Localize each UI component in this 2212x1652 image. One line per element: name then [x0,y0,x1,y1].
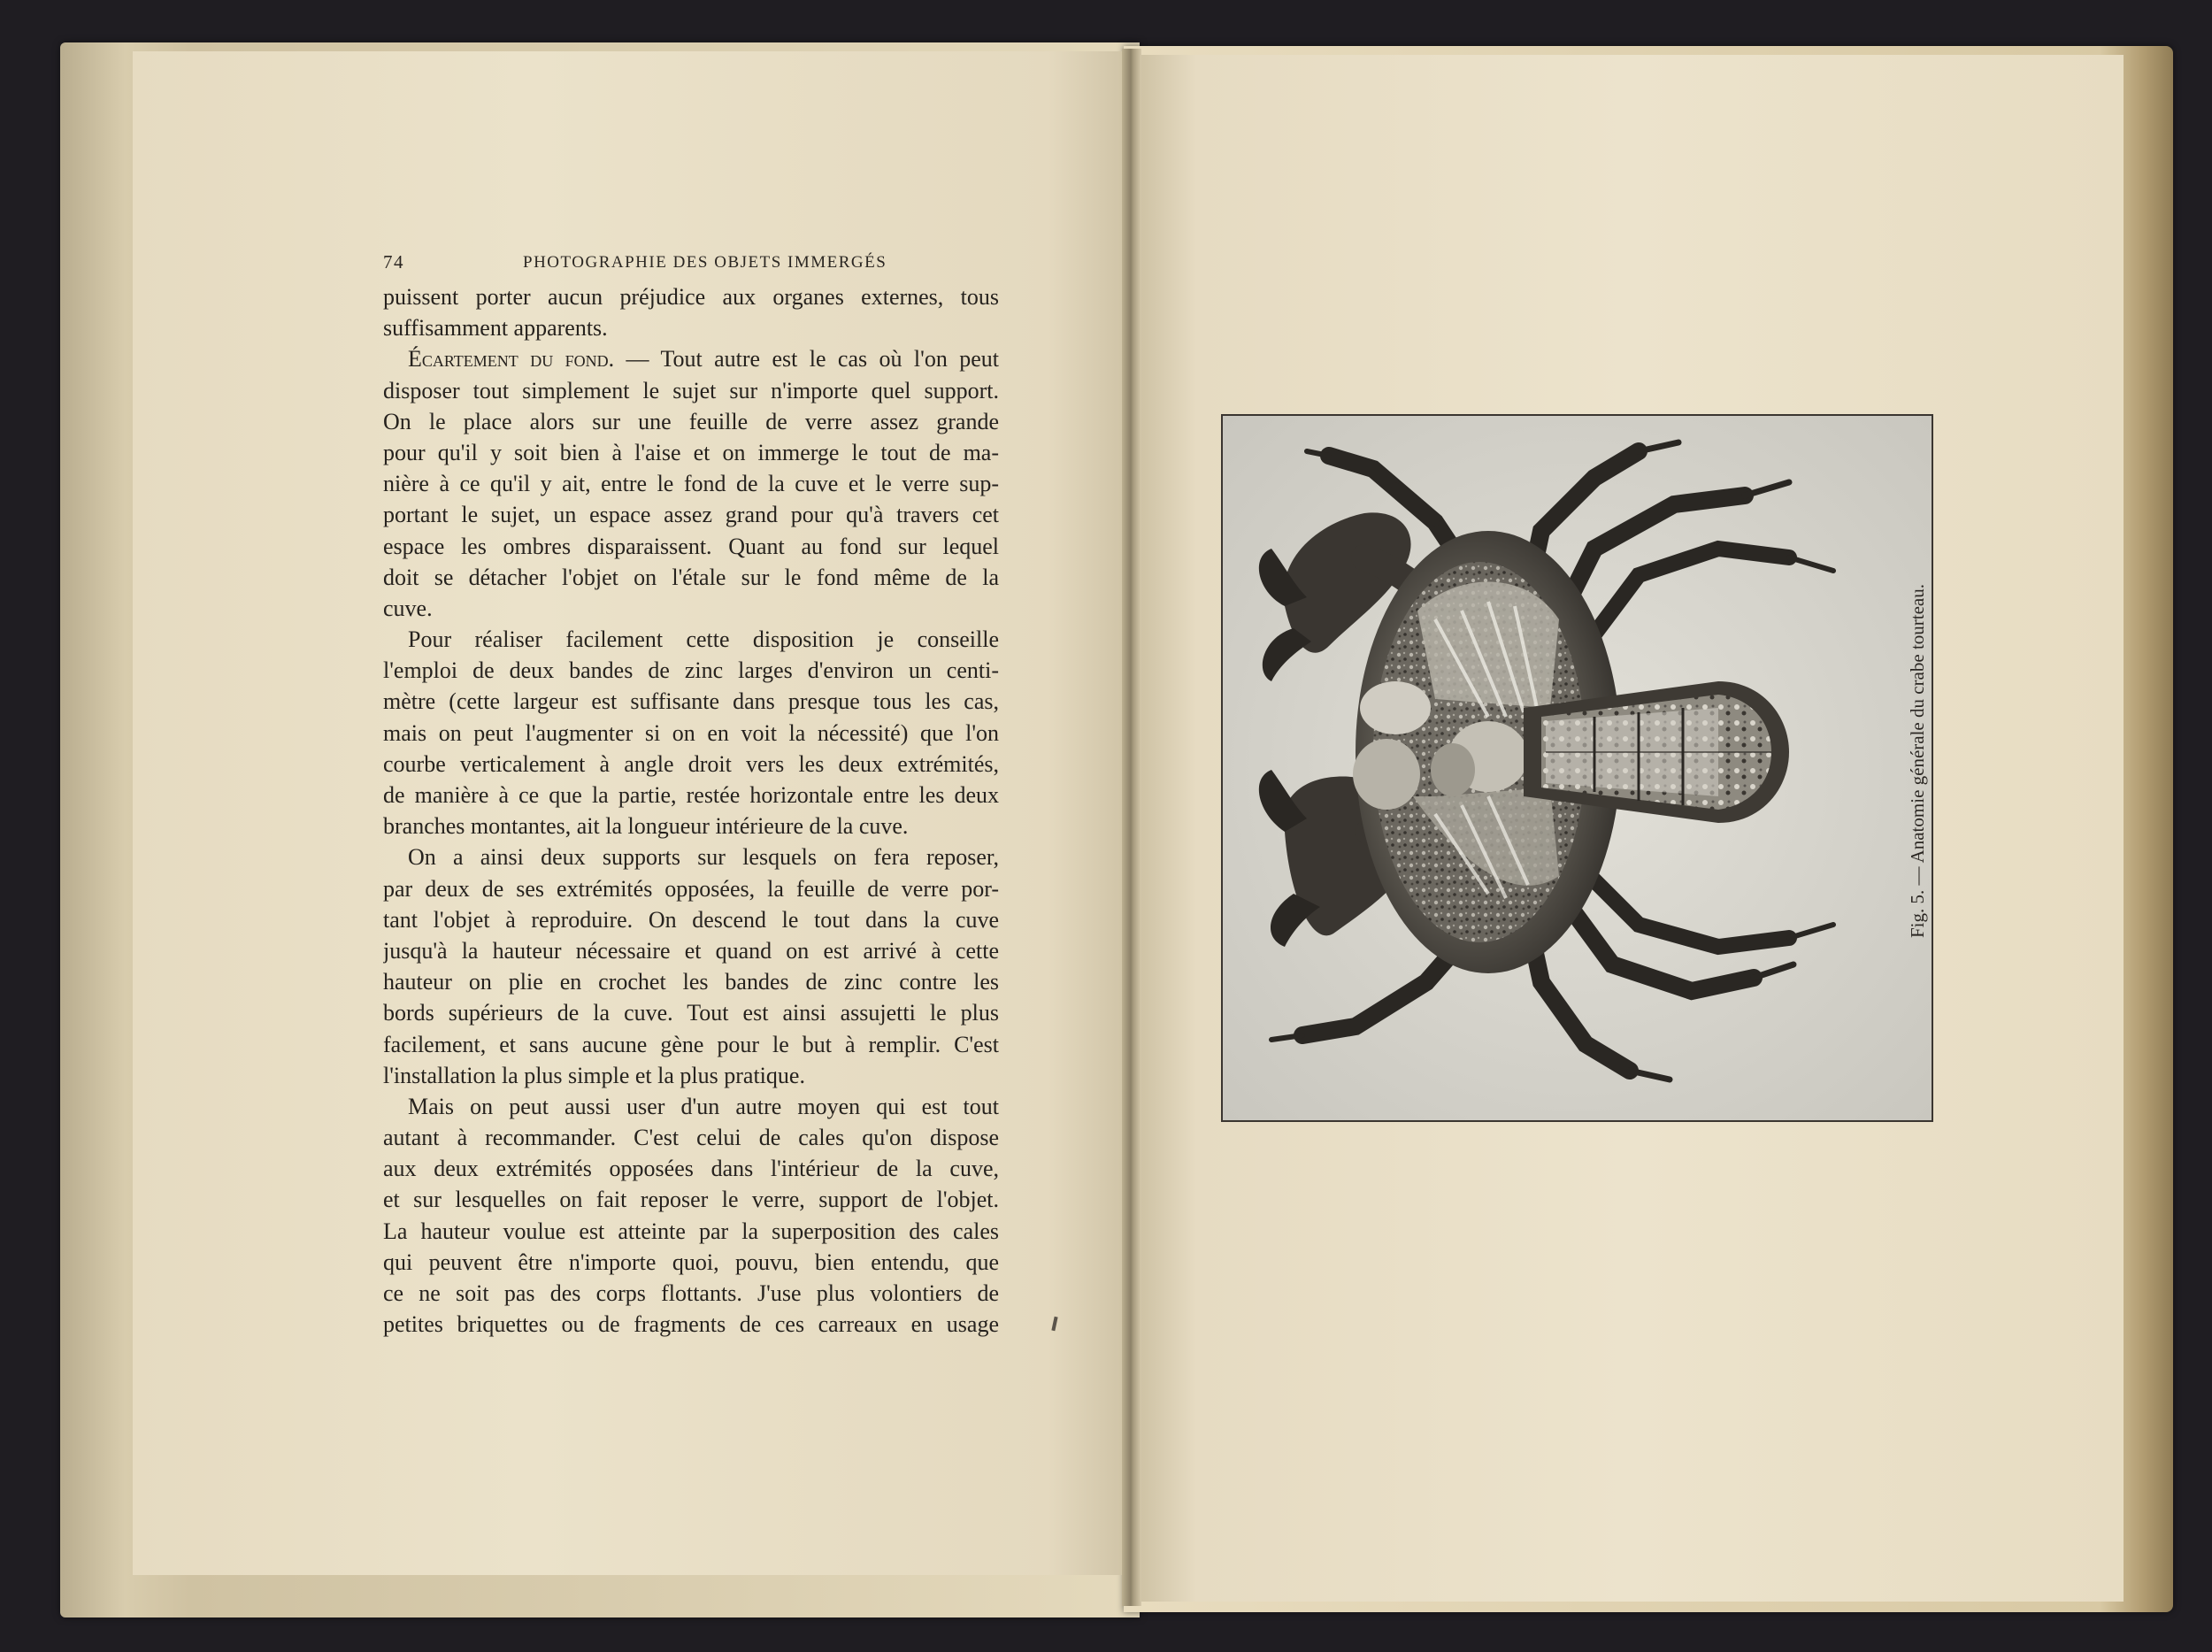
text-line: mètre (cette largeur est suffisante dans presque tous les cas, [383,688,999,715]
text-line: jusqu'à la hauteur nécessaire et quand on est arrivé à cette [383,937,999,964]
text-line: mais on peut l'augmenter si on en voit la nécessité) que l'on [383,719,999,746]
text-line: espace les ombres disparaissent. Quant au fond sur lequel [383,533,999,559]
text-line: On le place alors sur une feuille de verre assez grande [383,408,999,434]
page-number: 74 [383,251,404,273]
figure-caption: Fig. 5. — Anatomie générale du crabe tourteau. [1907,583,1928,939]
text-line: branches montantes, ait la longueur intérieure de la cuve. [383,813,909,840]
running-title: PHOTOGRAPHIE DES OBJETS IMMERGÉS [523,253,887,272]
text-line: On a ainsi deux supports sur lesquels on fera reposer, [408,844,999,871]
text-line: Pour réaliser facilement cette disposition je conseille [408,626,999,653]
text-line: La hauteur voulue est atteinte par la superposition des cales [383,1218,999,1244]
text-line: l'installation la plus simple et la plus pratique. [383,1062,805,1088]
text-line: portant le sujet, un espace assez grand pour qu'à travers cet [383,502,999,528]
text-line: qui peuvent être n'importe quoi, pouvu, bien entendu, que [383,1249,999,1275]
text-line: Mais on peut aussi user d'un autre moyen qui est tout [408,1093,999,1119]
text-line: nière à ce qu'il y ait, entre le fond de la cuve et le verre sup- [383,471,999,497]
text-line: cuve. [383,595,433,621]
figure-caption-container [1902,549,1938,973]
text-line: doit se détacher l'objet on l'étale sur le fond même de la [383,564,999,590]
body-text [383,281,999,1340]
text-line: ce ne soit pas des corps flottants. J'use plus volontiers de [383,1280,999,1306]
text-line: autant à recommander. C'est celui de cales qu'on dispose [383,1125,999,1151]
text-line: disposer tout simplement le sujet sur n'importe quel support. [383,377,999,403]
text-line: tant l'objet à reproduire. On descend le tout dans la cuve [383,906,999,933]
text-line: aux deux extrémités opposées dans l'intérieur de la cuve, [383,1156,999,1182]
text-line: petites briquettes ou de fragments de ces carreaux en usage [383,1311,999,1338]
text-line: hauteur on plie en crochet les bandes de zinc contre les [383,969,999,995]
text-line: puissent porter aucun préjudice aux organes externes, tous [383,284,999,310]
text-line: suffisamment apparents. [383,315,608,342]
crab-abdomen [1524,681,1789,823]
text-line [383,343,999,374]
text-line: de manière à ce que la partie, restée horizontale entre les deux [383,782,999,808]
crab-photograph [1221,414,1933,1122]
running-head [383,251,1020,278]
text-line: par deux de ses extrémités opposées, la feuille de verre por- [383,875,999,902]
text-line: pour qu'il y soit bien à l'aise et on immerge le tout de ma- [383,439,999,465]
text-line-rest: — Tout autre est le cas où l'on peut [626,346,999,373]
book-gutter [1122,49,1141,1606]
crab-illustration [1223,416,1932,1120]
text-line: l'emploi de deux bandes de zinc larges d'environ un centi- [383,657,999,684]
text-line: bords supérieurs de la cuve. Tout est ainsi assujetti le plus [383,1000,999,1026]
text-line: courbe verticalement à angle droit vers les deux extrémités, [383,750,999,777]
text-line: facilement, et sans aucune gène pour le but à remplir. C'est [383,1031,999,1057]
section-heading: Écartement du fond. [408,346,615,373]
text-line: et sur lesquelles on fait reposer le verre, support de l'objet. [383,1187,999,1213]
